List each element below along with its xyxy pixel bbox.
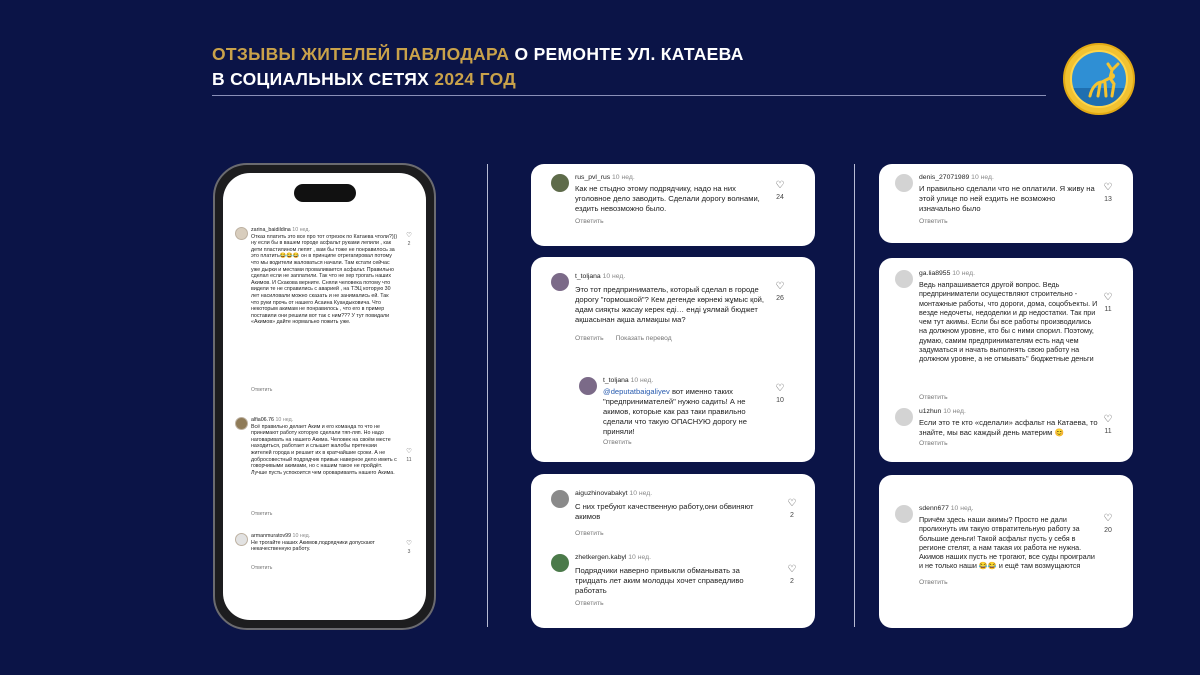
comment-time: 10 нед.: [292, 533, 311, 539]
like-count: 2: [407, 241, 411, 247]
title-underline: [212, 95, 1046, 96]
comment-card: [531, 474, 815, 628]
comment-card: [879, 164, 1133, 243]
like-button[interactable]: ♡ 10: [773, 383, 787, 404]
comment-username[interactable]: sdenn677: [919, 505, 949, 512]
like-count: 2: [790, 512, 794, 519]
title-white-part-2: В СОЦИАЛЬНЫХ СЕТЯХ: [212, 69, 435, 89]
phone-comment: [235, 417, 414, 517]
comment-time: 10 нед.: [612, 174, 635, 181]
column-divider-left: [487, 164, 488, 627]
comment-text: Если это те кто «сделали» асфальт на Катаева, то знайте, мы вас каждый день материм 😊: [919, 418, 1098, 437]
comment-username[interactable]: ga.lia8955: [919, 270, 951, 277]
comment-time: 10 нед.: [628, 554, 651, 561]
comment-username[interactable]: rus_pvl_rus: [575, 174, 611, 181]
comment-text: Это тот предприниматель, который сделал в городе дорогу "гормошкой"? Кем дегенде көрнекі жұмыс қой, адам сияқты жасау керек еді… енді ұялмай бюджет ақшасынан ақша алмақшы ма?: [575, 285, 765, 324]
comment: [895, 408, 1121, 456]
like-count: 11: [1104, 428, 1112, 435]
like-button[interactable]: ♡ 13: [1101, 182, 1115, 203]
pavlodar-emblem-logo: [1063, 43, 1135, 115]
avatar[interactable]: [551, 490, 569, 508]
comment-time: 10 нед.: [971, 174, 994, 181]
avatar[interactable]: [895, 270, 913, 288]
like-count: 11: [406, 457, 412, 463]
reply-button[interactable]: Ответить: [919, 394, 948, 401]
like-button[interactable]: ♡ 11: [1101, 414, 1115, 435]
like-button[interactable]: ♡ 11: [404, 447, 414, 463]
avatar[interactable]: [551, 554, 569, 572]
comment-card: [531, 257, 815, 462]
comment-text: С них требуют качественную работу,они обвиняют акимов: [575, 502, 754, 521]
comment-time: 10 нед.: [629, 490, 653, 497]
reply-button[interactable]: Ответить: [251, 511, 273, 517]
avatar[interactable]: [235, 533, 248, 546]
slide-title: [212, 42, 744, 92]
title-white-part-1: О РЕМОНТЕ УЛ. КАТАЕВА: [509, 44, 744, 64]
comment-time: 10 нед.: [952, 270, 975, 277]
like-button[interactable]: ♡ 2: [404, 231, 414, 247]
avatar[interactable]: [551, 273, 569, 291]
comment: [895, 174, 1121, 236]
comment-username[interactable]: armanmuratov99: [251, 533, 292, 539]
avatar[interactable]: [235, 417, 248, 430]
comment-username[interactable]: t_toljana: [575, 273, 601, 280]
comment-text: Отказ платить это все про тот отрезок по Катаева чтоли?))) ну если бы в вашем городе асфальт руками лепили , как дети пластилином лепят , вам бы тоже не понравилось за это платить😂😂😂 он в принципе отрегагировал потому что мы водители жаловаться начали. Там кстати сейчас уже дырки и местами проваливается асфальт. Правильно сделал если не заплатили. Так что не хер трогать наших Акимов. И Скакова верните. Сняли человека потому что видели те не справились с аварией , на ТЭЦ которую 30 лет насиловали можно сказать и не занимались ей. Так что руки прочь от нашего Асаина Куандыковича. Что некоторым акимам не понравилось , что его в пример поставили они решили вот так с ним??? У тут повидали «Акимов» дайте нормально пожить уже.: [251, 233, 398, 326]
comment-text: Ведь напрашивается другой вопрос. Ведь предприниматели осуществляют строительно - монтажные работы, что дороги, дома, соцобъекты. И везде недочеты, недоделки и др недостатки. Так при чем тут акимы. Если бы все работы производились на должном уровне, кто бы с ними спорил. Поэтому, думаю, самим предпринимателям есть над чем задуматься и начать выполнять свою работу на должном уровне, а не отмывать" бюджетные деньги: [919, 280, 1098, 364]
like-count: 20: [1104, 527, 1112, 534]
like-count: 13: [1104, 196, 1112, 203]
comment-time: 10 нед.: [602, 273, 626, 280]
avatar[interactable]: [895, 408, 913, 426]
avatar[interactable]: [895, 505, 913, 523]
comment-text: И правильно сделали что не оплатили. Я живу на этой улице по ней ездить не возможно изначально было: [919, 184, 1095, 213]
avatar[interactable]: [895, 174, 913, 192]
reply-button[interactable]: Ответить: [251, 565, 273, 571]
like-button[interactable]: ♡ 2: [785, 498, 799, 519]
comment: [895, 270, 1121, 401]
reply-button[interactable]: Ответить: [575, 218, 604, 225]
comment-username[interactable]: t_toljana: [603, 377, 629, 384]
like-count: 10: [776, 397, 784, 404]
reply-button[interactable]: Ответить: [575, 600, 604, 607]
reply-button[interactable]: Ответить: [919, 440, 948, 447]
comment-username[interactable]: aiguzhinovabakyt: [575, 490, 628, 497]
avatar[interactable]: [579, 377, 597, 395]
comment-text: Причём здесь наши акимы? Просто не дали пролихнуть им такую отвратительную работу за большие деньги! Такой асфальт пусть у себя в регионе стелят, а нам такая их работа не нужна. Акимов наших пусть не трогают, все суды проиграли и не только наши 😂😂 и ещё там возмущаются: [919, 515, 1095, 571]
comment-text: Не трогайте наших Акимов,подрядчики допускают некачественную работу.: [251, 539, 375, 553]
title-gold-part-2: 2024 ГОД: [434, 69, 517, 89]
comment-card: [879, 258, 1133, 462]
phone-mockup: [213, 163, 436, 630]
like-count: 2: [790, 578, 794, 585]
like-count: 3: [407, 549, 411, 555]
like-button[interactable]: ♡ 26: [773, 281, 787, 302]
like-button[interactable]: ♡ 2: [785, 564, 799, 585]
like-button[interactable]: ♡ 3: [404, 539, 414, 555]
comment-text: Подрядчики наверно привыкли обманывать за тридцать лет аким молодцы хочет справедливо работать: [575, 566, 744, 595]
comment-reply: [579, 377, 801, 457]
phone-screen: [223, 173, 426, 620]
phone-comment: [235, 227, 414, 397]
comment: [551, 490, 801, 544]
comment-text: Как не стыдно этому подрядчику, надо на них уголовное дело заводить. Сделали дорогу волнами, ездить невозможно было.: [575, 184, 760, 213]
comment-time: 10 нед.: [292, 227, 310, 233]
reply-button[interactable]: Ответить: [603, 439, 632, 446]
comment: [551, 554, 801, 618]
comment-text: вот именно таких "предпринимателей" нужно садить! А не акимов, которые как раз таки правильно сделали что такую ОПАСНУЮ дорогу не приняли!: [603, 387, 747, 436]
reply-button[interactable]: Ответить: [919, 579, 948, 586]
reply-button[interactable]: Ответить: [251, 387, 273, 393]
like-count: 11: [1104, 306, 1112, 313]
translate-button[interactable]: Показать перевод: [615, 335, 672, 342]
like-button[interactable]: ♡ 24: [773, 180, 787, 201]
comment-username[interactable]: alfia06.76: [251, 417, 274, 423]
dynamic-island: [294, 184, 356, 202]
comment-time: 10 нед.: [943, 408, 966, 415]
comment: [895, 505, 1121, 619]
reply-button[interactable]: Ответить: [575, 335, 604, 342]
avatar[interactable]: [551, 174, 569, 192]
title-gold-part-1: ОТЗЫВЫ ЖИТЕЛЕЙ ПАВЛОДАРА: [212, 44, 510, 64]
comment-time: 10 нед.: [630, 377, 654, 384]
comment-card: [879, 475, 1133, 628]
like-button[interactable]: ♡ 20: [1101, 513, 1115, 534]
mention-link[interactable]: @deputatbaigaliyev: [603, 387, 670, 396]
phone-comment: [235, 533, 414, 573]
reply-button[interactable]: Ответить: [919, 218, 948, 225]
comment-text: Всё правильно делает Аким и его команда то что не принимают работу которую сделали тяп-ляп. Но надо наговаривать на нашего Акима. Человек на своём месте находиться, работает и слышит жалобы претензии жителей города и решает их в кратчайшие сроки. А не добросовестный подрядчик привык наверное дело иметь с говорчивыми акимами, но с нашим такое не пройдёт. Лучше пусть успокоится чем оровариваять нашего Акима.: [251, 423, 397, 476]
comment: [551, 273, 801, 345]
comment-time: 10 нед.: [950, 505, 974, 512]
comment: [551, 174, 801, 238]
column-divider-right: [854, 164, 855, 627]
like-button[interactable]: ♡ 11: [1101, 292, 1115, 313]
comment-username[interactable]: zarina_baidildina: [251, 227, 291, 233]
comment-time: 10 нед.: [275, 417, 294, 423]
avatar[interactable]: [235, 227, 248, 240]
deer-icon: [1072, 52, 1128, 108]
comment-username[interactable]: zhetkergen.kabyl: [575, 554, 627, 561]
comment-card: [531, 164, 815, 246]
like-count: 26: [776, 295, 784, 302]
reply-button[interactable]: Ответить: [575, 530, 604, 537]
like-count: 24: [776, 194, 784, 201]
comment-username[interactable]: denis_27071989: [919, 174, 970, 181]
comment-username[interactable]: u1zhun: [919, 408, 942, 415]
